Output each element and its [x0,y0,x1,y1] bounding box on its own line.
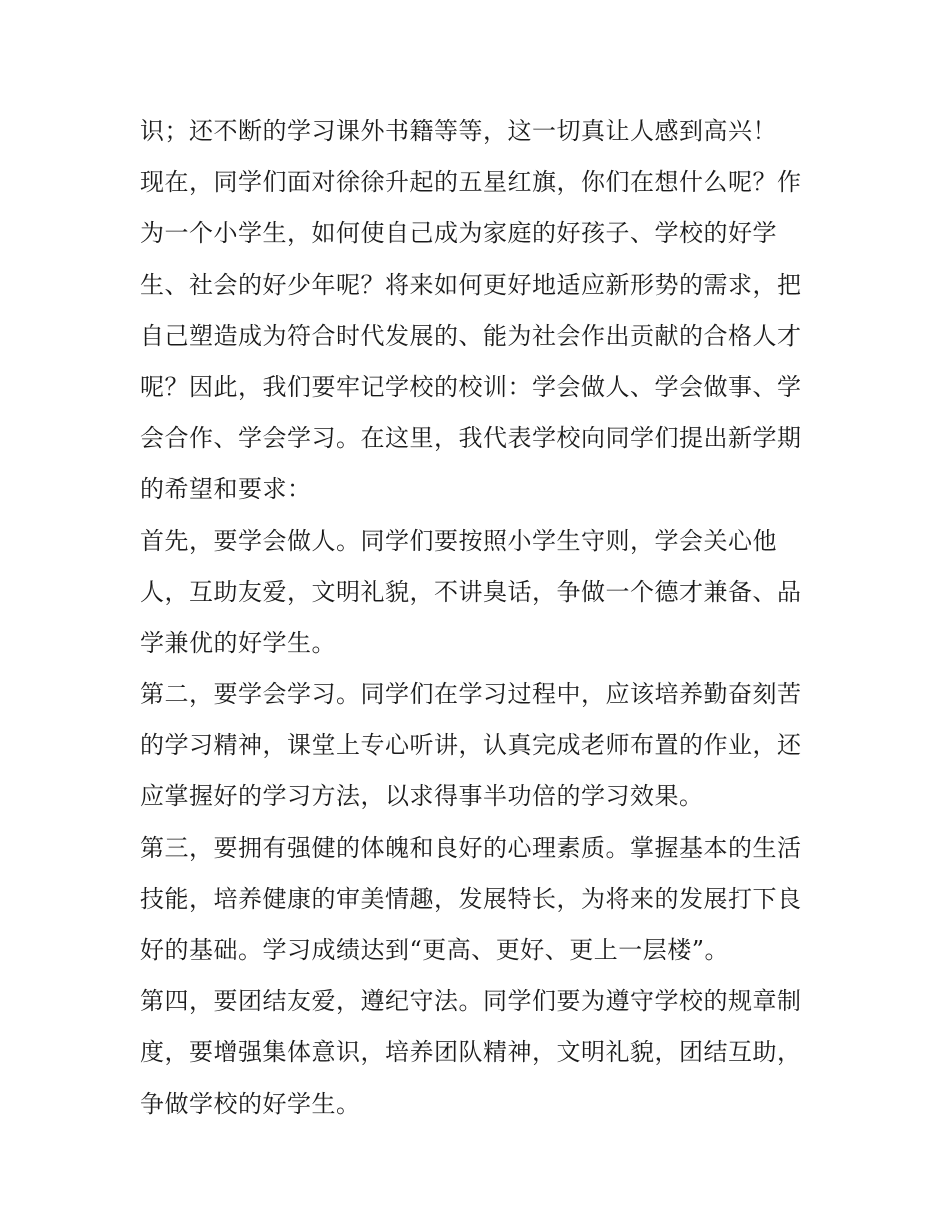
text-line: 的希望和要求： [140,475,312,504]
text-line: 自己塑造成为符合时代发展的、能为社会作出贡献的合格人才 [140,321,802,350]
text-line: 争做学校的好学生。 [140,1089,361,1118]
text-line: 好的基础。学习成绩达到“更高、更好、更上一层楼”。 [140,936,730,964]
text-line: 度，要增强集体意识，培养团队精神，文明礼貌，团结互助， [140,1038,802,1067]
text-line: 为一个小学生，如何使自己成为家庭的好孩子、学校的好学 [140,219,777,248]
text-line: 第三，要拥有强健的体魄和良好的心理素质。掌握基本的生活 [140,833,802,862]
text-line: 识；还不断的学习课外书籍等等，这一切真让人感到高兴！ [140,117,777,145]
text-line: 现在，同学们面对徐徐升起的五星红旗，你们在想什么呢？作 [140,168,802,197]
text-line: 第二，要学会学习。同学们在学习过程中，应该培养勤奋刻苦 [140,680,802,709]
text-line: 生、社会的好少年呢？将来如何更好地适应新形势的需求，把 [140,270,802,299]
text-line: 技能，培养健康的审美情趣，发展特长，为将来的发展打下良 [140,884,802,913]
text-line: 呢？因此，我们要牢记学校的校训：学会做人、学会做事、学 [140,372,802,401]
text-line: 的学习精神，课堂上专心听讲，认真完成老师布置的作业，还 [140,731,802,760]
text-line: 会合作、学会学习。在这里，我代表学校向同学们提出新学期 [140,424,802,453]
text-line: 首先，要学会做人。同学们要按照小学生守则，学会关心他 [140,526,777,555]
text-line: 第四，要团结友爱，遵纪守法。同学们要为遵守学校的规章制 [140,987,802,1016]
body-text [140,106,820,1130]
text-line: 人，互助友爱，文明礼貌，不讲臭话，争做一个德才兼备、品 [140,577,802,606]
text-line: 应掌握好的学习方法，以求得事半功倍的学习效果。 [140,782,704,811]
text-line: 学兼优的好学生。 [140,628,336,657]
